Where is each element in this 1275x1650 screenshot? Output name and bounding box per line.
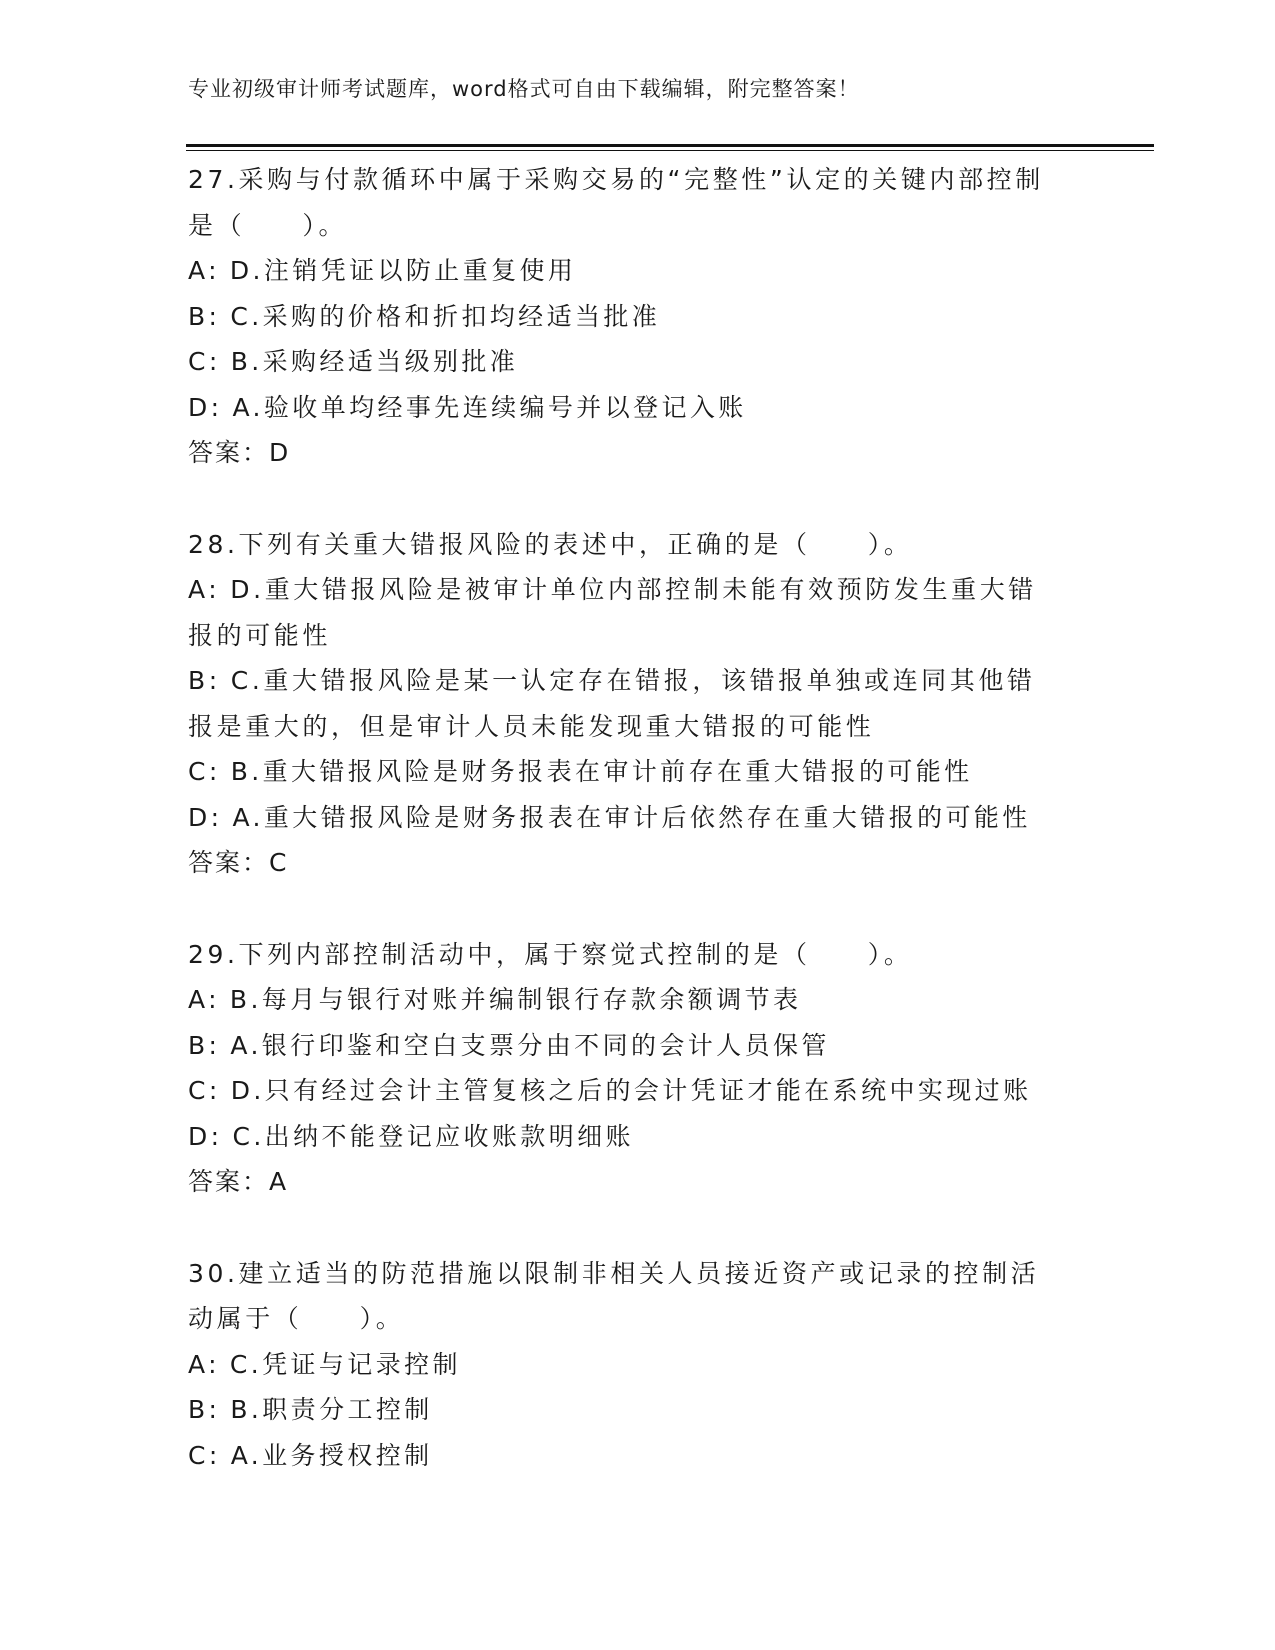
option-b xyxy=(188,294,1088,340)
question-text: 27.采购与付款循环中属于采购交易的“完整性”认定的关键内部控制是（ ）。 xyxy=(188,165,1044,240)
option-b xyxy=(188,1023,1088,1069)
question-29 xyxy=(188,932,1088,1205)
option-b xyxy=(188,658,1058,749)
option-c xyxy=(188,1433,1088,1479)
option-key: A: xyxy=(188,985,220,1014)
question-text: 29.下列内部控制活动中，属于察觉式控制的是（ ）。 xyxy=(188,939,913,969)
header-rule-thick xyxy=(186,144,1154,147)
option-c xyxy=(188,1068,1088,1114)
option-text: C.凭证与记录控制 xyxy=(229,1349,461,1379)
option-a xyxy=(188,1342,1088,1388)
option-text: C.重大错报风险是某一认定存在错报，该错报单独或连同其他错报是重大的，但是审计人员未能发现重大错报的可能性 xyxy=(188,666,1036,741)
question-28 xyxy=(188,522,1088,886)
option-text: B.重大错报风险是财务报表在审计前存在重大错报的可能性 xyxy=(230,757,973,786)
option-text: C.出纳不能登记应收账款明细账 xyxy=(232,1121,634,1151)
option-key: C: xyxy=(188,1076,221,1105)
option-text: B.每月与银行对账并编制银行存款余额调节表 xyxy=(229,985,802,1014)
option-text: A.重大错报风险是财务报表在审计后依然存在重大错报的可能性 xyxy=(232,802,1031,832)
option-key: D: xyxy=(188,392,223,422)
option-d xyxy=(188,385,1088,431)
option-key: B: xyxy=(188,1395,221,1424)
option-text: D.注销凭证以防止重复使用 xyxy=(229,256,577,285)
option-text: D.只有经过会计主管复核之后的会计凭证才能在系统中实现过账 xyxy=(230,1076,1032,1105)
option-key: D: xyxy=(188,802,223,832)
option-key: B: xyxy=(188,301,221,331)
header-rule-thin xyxy=(186,150,1154,151)
question-list xyxy=(188,157,1088,1524)
question-27 xyxy=(188,157,1088,476)
option-text: A.验收单均经事先连续编号并以登记入账 xyxy=(232,392,747,422)
option-text: D.重大错报风险是被审计单位内部控制未能有效预防发生重大错报的可能性 xyxy=(188,575,1037,650)
answer: 答案：A xyxy=(188,1167,289,1196)
option-b xyxy=(188,1387,1088,1433)
option-key: A: xyxy=(188,575,221,604)
page-header: 专业初级审计师考试题库，word格式可自由下载编辑，附完整答案！ xyxy=(188,77,860,101)
answer: 答案：C xyxy=(188,848,289,877)
option-text: B.采购经适当级别批准 xyxy=(230,347,519,376)
question-text: 28.下列有关重大错报风险的表述中，正确的是（ ）。 xyxy=(188,529,913,559)
option-key: B: xyxy=(188,1030,221,1060)
option-c xyxy=(188,339,1088,385)
option-text: A.业务授权控制 xyxy=(230,1440,433,1470)
option-key: A: xyxy=(188,256,220,285)
option-key: D: xyxy=(188,1121,223,1151)
option-key: A: xyxy=(188,1349,220,1379)
option-key: C: xyxy=(188,757,221,786)
option-a xyxy=(188,977,1088,1023)
option-a xyxy=(188,567,1058,658)
option-text: A.银行印鉴和空白支票分由不同的会计人员保管 xyxy=(230,1030,830,1060)
option-d xyxy=(188,1114,1088,1160)
option-key: B: xyxy=(188,666,221,695)
question-text: 30.建立适当的防范措施以限制非相关人员接近资产或记录的控制活动属于（ ）。 xyxy=(188,1258,1040,1333)
option-key: C: xyxy=(188,1440,221,1470)
option-text: B.职责分工控制 xyxy=(230,1395,433,1424)
option-d xyxy=(188,795,1088,841)
option-text: C.采购的价格和折扣均经适当批准 xyxy=(230,301,661,331)
option-key: C: xyxy=(188,347,221,376)
answer: 答案：D xyxy=(188,438,291,467)
option-a xyxy=(188,248,1088,294)
question-30 xyxy=(188,1251,1088,1479)
option-c xyxy=(188,749,1088,795)
